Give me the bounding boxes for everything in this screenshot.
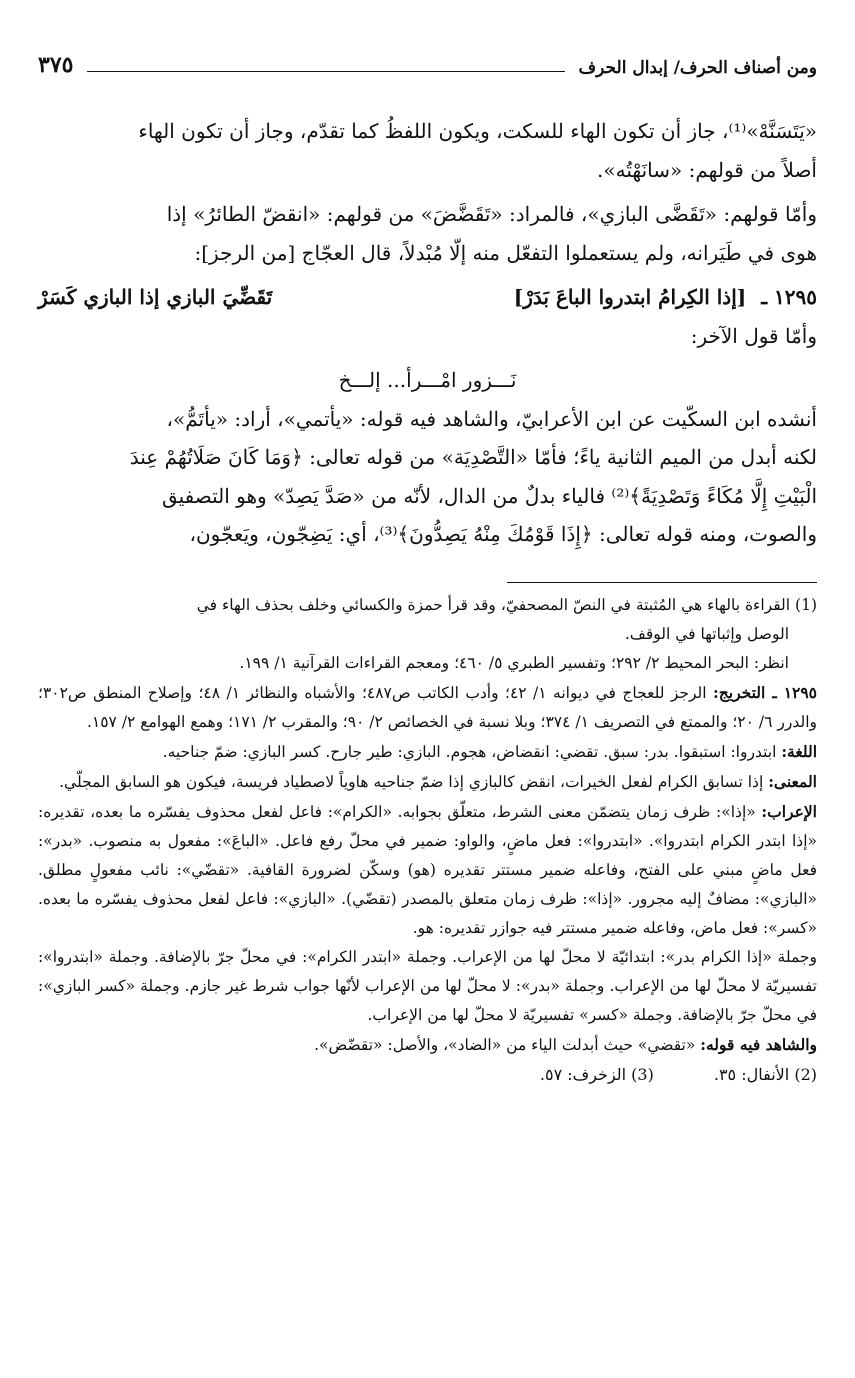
maana-note xyxy=(38,767,817,797)
header-rule xyxy=(87,71,564,72)
body-line: وأمّا قول الآخر: xyxy=(690,323,817,348)
shahid-label: والشاهد فيه قوله: xyxy=(700,1034,817,1054)
shahid-note xyxy=(38,1030,817,1060)
takhrij-label: ١٢٩٥ ـ التخريج: xyxy=(713,682,817,702)
verse-number: ١٢٩٥ ـ xyxy=(761,285,817,309)
jumal-note: وجملة «إذا الكرام بدر»: ابتدائيّة لا محلّ لها من الإعراب. وجملة «ابتدر الكرام»: في محلّ جرّ بالإضافة. وجملة «ابتدروا»: تفسيريّة لا محلّ لها من الإعراب. وجملة «بدر»: لا محلّ لها من الإعراب لأنّها جواب شرط غير جازم. وجملة «كسر البازي»: في محلّ جرّ بالإضافة. وجملة «كسر» تفسيريّة لا محلّ لها من الإعراب. xyxy=(38,947,817,1024)
irab-text: «إذا»: ظرف زمان يتضمّن معنى الشرط، متعلّق بجوابه. «الكرام»: فاعل لفعل محذوف يفسّره ما بعده، تقديره: «إذا ابتدر الكرام ابتدروا». «ابتدروا»: فعل ماضٍ، والواو: ضمير في محلّ رفع فاعل. «الباعَ»: مفعول به منصوب. «بدر»: فعل ماضٍ مبني على الفتح، وفاعله ضمير مستتر تقديره (هو) وسكّن لضرورة القافية. «تقضّي»: نائب مفعولٍ مطلق. «البازي»: مضافٌ إليه مجرور. «إذا»: ظرف زمان متعلق بالمصدر (تقضّي). «البازي»: فاعل لفعل محذوف يفسّره ما بعده. «كسر»: فعل ماض، وفاعله ضمير مستتر فيه جوازر تقديره: هو. xyxy=(38,802,817,937)
lugha-text: ابتدروا: استبقوا. بدر: سبق. تقضي: انقضاض، هجوم. البازي: طير جارح. كسر البازي: ضمّ جناحيه. xyxy=(162,742,777,761)
footnote-2: (2) الأنفال: ٣٥. xyxy=(713,1064,817,1084)
quran-refs xyxy=(38,1060,817,1089)
body-line: لكنه أبدل من الميم الثانية ياءً؛ فأمّا «التَّصْدِيَة» من قوله تعالى: ﴿وَمَا كَانَ صَلَاتُهُمْ عِندَ xyxy=(129,445,817,469)
takhrij-text: الرجز للعجاج في ديوانه ١/ ٤٢؛ وأدب الكاتب ص٤٨٧؛ والأشباه والنظائر ١/ ٤٨؛ وإصلاح المنطق ص٣٠٢؛ والدرر ٦/ ٢٠؛ والممتع في التصريف ١/ ٣٧٤؛ وبلا نسبة في الخصائص ٢/ ٩٠؛ والمقرب ٢/ ١٧١؛ وهمع الهوامع ٢/ ١٥٧. xyxy=(38,683,817,731)
verse-1295 xyxy=(38,278,817,317)
verse-second-hemistich: تَقَضِّيَ البازي إذا البازي كَسَرْ xyxy=(38,285,273,309)
irab-note xyxy=(38,797,817,943)
footnote-1-cont: الوصل وإثباتها في الوقف. xyxy=(624,624,789,643)
shahid-text: «تقضي» حيث أبدلت الياء من «الضاد»، والأصل: «تقضّض». xyxy=(314,1035,696,1054)
body-line: «يَتَسَنَّهْ»⁽¹⁾، جاز أن تكون الهاء للسكت، ويكون اللفظُ كما تقدّم، وجاز أن تكون الهاء xyxy=(138,119,817,143)
main-text xyxy=(38,112,817,554)
footnote-separator xyxy=(507,582,817,583)
maana-label: المعنى: xyxy=(768,771,817,791)
footnote-3: (3) الزخرف: ٥٧. xyxy=(539,1064,654,1084)
page-number: ٣٧٥ xyxy=(38,52,74,78)
footnote-1: (1) القراءة بالهاء هي المُثبتة في النصّ المصحفيّ، وقد قرأ حمزة والكسائي وخلف بحذف الهاء في xyxy=(196,595,817,614)
lugha-note xyxy=(38,737,817,767)
body-line: أنشده ابن السكّيت عن ابن الأعرابيّ، والشاهد فيه قوله: «يأتمي»، أراد: «يأتَمُّ»، xyxy=(166,406,817,431)
irab-label: الإعراب: xyxy=(761,801,817,821)
body-line: هوى في طَيَرانه، ولم يستعملوا التفعّل منه إلّا مُبْدلاً، قال العجّاج [من الرجز]: xyxy=(194,240,817,265)
footnotes xyxy=(38,591,817,1089)
body-line: أصلاً من قولهم: «سانَهْتُه». xyxy=(597,157,817,182)
lugha-label: اللغة: xyxy=(781,741,817,761)
verse-first-hemistich: [إذا الكِرامُ ابتدروا الباعَ بَدَرْ] xyxy=(513,285,747,309)
verse-excerpt: نَـــزور امْـــرأ... إلـــخ xyxy=(338,368,517,392)
takhrij-note xyxy=(38,678,817,737)
body-line: الْبَيْتِ إِلَّا مُكَاءً وَتَصْدِيَةً﴾⁽²⁾ فالياء بدلٌ من الدال، لأنّه من «صَدَّ يَصِدّ» وهو التصفيق xyxy=(161,483,817,508)
page-header xyxy=(38,38,817,78)
running-title: ومن أصناف الحرف/ إبدال الحرف xyxy=(578,58,817,78)
body-line: وأمّا قولهم: «تَقَضَّى البازي»، فالمراد: «تَقَضَّضَ» من قولهم: «انقضّ الطائرُ» إذا xyxy=(166,202,817,226)
body-line: والصوت، ومنه قوله تعالى: ﴿إِذَا قَوْمُكَ مِنْهُ يَصِدُّونَ﴾⁽³⁾، أي: يَضِجّون، ويَعجّون، xyxy=(189,522,817,546)
maana-text: إذا تسابق الكرام لفعل الخيرات، انقض كالبازي إذا ضمّ جناحيه هاوياً لاصطياد فريسة، فيكون هو السابق المجلّي. xyxy=(59,772,764,791)
footnote-1-refs: انظر: البحر المحيط ٢/ ٢٩٢؛ وتفسير الطبري ٥/ ٤٦٠؛ ومعجم القراءات القرآنية ١/ ١٩٩. xyxy=(239,653,789,672)
